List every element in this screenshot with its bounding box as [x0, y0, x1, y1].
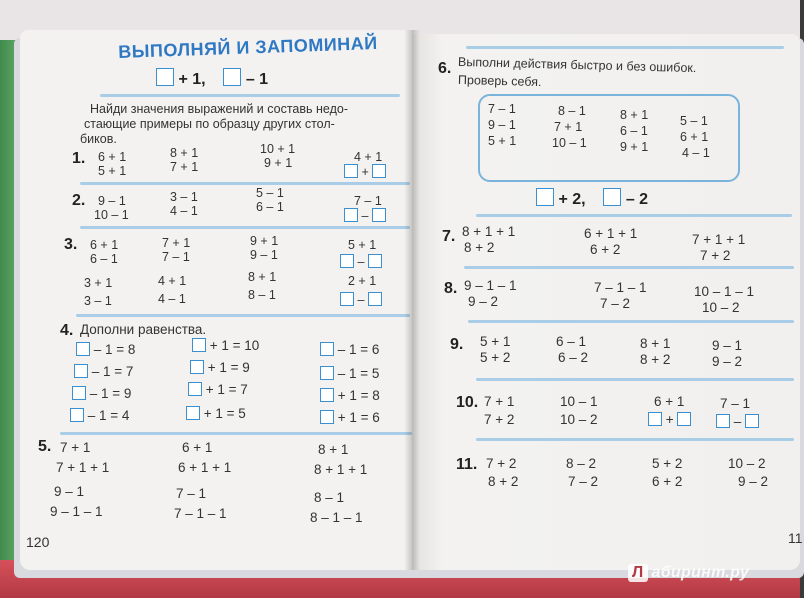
expression: 8 + 1: [248, 270, 277, 284]
expression: 7 + 1: [554, 120, 583, 134]
divider: [76, 314, 410, 317]
divider: [80, 226, 410, 229]
expression: 9 – 1: [54, 484, 85, 499]
expression: 3 – 1: [84, 294, 112, 308]
expression: 4 – 1: [682, 146, 710, 160]
blank-box-icon: [223, 68, 241, 86]
blank-box-icon: [76, 342, 90, 356]
expression: 6 – 1: [556, 334, 587, 349]
expression: 5 + 2: [652, 456, 683, 471]
exercise-number: 7.: [442, 228, 456, 245]
exercise-number: 11.: [456, 456, 478, 473]
expression: 7 – 1: [176, 486, 207, 501]
blank-box-icon: [340, 254, 354, 268]
equation: + 1 = 10: [192, 338, 259, 353]
blank-box-icon: [320, 410, 334, 424]
expression: 7 + 2: [484, 412, 515, 427]
expression: 10 – 1: [552, 136, 587, 150]
expression: 6 – 2: [558, 350, 589, 365]
blank-box-icon: [156, 68, 174, 86]
book-spine: [404, 30, 420, 570]
expression: 7 – 1: [162, 250, 190, 264]
blank-box-icon: [320, 388, 334, 402]
divider: [476, 378, 794, 381]
blank-box-icon: [372, 164, 386, 178]
expression: 5 – 1: [680, 114, 708, 128]
expression: 6 + 1: [680, 130, 709, 144]
blank-box-icon: [320, 342, 334, 356]
expression: 5 – 1: [256, 186, 284, 200]
expression: 8 + 1: [640, 336, 671, 351]
expression: 7 – 1: [354, 194, 382, 208]
expression: 10 + 1: [260, 142, 296, 156]
expression: 6 + 1 + 1: [178, 460, 232, 475]
blank-box-icon: [368, 292, 382, 306]
blank-box-icon: [368, 254, 382, 268]
expression: 8 – 1: [558, 104, 586, 118]
expression: 5 + 1: [98, 164, 127, 178]
equation: – 1 = 7: [74, 364, 133, 379]
instruction-line: биков.: [80, 132, 117, 146]
blank-box-icon: [536, 188, 554, 206]
blank-box-icon: [190, 360, 204, 374]
blank-box-icon: [344, 208, 358, 222]
watermark: [628, 564, 749, 582]
exercise-number: 4.: [60, 322, 74, 339]
expression: 3 – 1: [170, 190, 198, 204]
watermark-badge: Л: [628, 564, 648, 582]
expression: 10 – 1 – 1: [694, 284, 755, 299]
expression: 4 + 1: [158, 274, 187, 288]
expression: 8 + 2: [464, 240, 495, 255]
page-number: 120: [26, 534, 50, 550]
expression: 10 – 1: [94, 208, 129, 222]
divider: [468, 320, 794, 323]
expression: 5 + 1: [480, 334, 511, 349]
exercise-number: 1.: [72, 150, 86, 167]
expression: 4 – 1: [158, 292, 186, 306]
equation: + 1 = 9: [190, 360, 250, 375]
expression: 10 – 1: [560, 394, 598, 409]
section-subtitle: + 1, – 1: [156, 68, 268, 89]
equation: + 1 = 5: [186, 406, 246, 421]
expression: 9 + 1: [264, 156, 293, 170]
expression: 7 + 1: [170, 160, 199, 174]
blank-box-icon: [372, 208, 386, 222]
blank-box-icon: [603, 188, 621, 206]
expression: 6 + 2: [652, 474, 683, 489]
blank-expression: –: [716, 414, 759, 429]
expression: 9 + 1: [620, 140, 649, 154]
exercise-number: 3.: [64, 236, 78, 253]
expression: 8 – 1: [248, 288, 276, 302]
blank-box-icon: [188, 382, 202, 396]
exercise-number: 2.: [72, 192, 86, 209]
blank-box-icon: [344, 164, 358, 178]
expression: 9 – 1 – 1: [50, 504, 103, 519]
instruction-line: Проверь себя.: [457, 72, 542, 90]
expression: 6 + 1: [654, 394, 685, 409]
watermark-text: абиринт.ру: [651, 564, 750, 581]
expression: 8 + 1 + 1: [462, 224, 516, 239]
section-title: ВЫПОЛНЯЙ И ЗАПОМИНАЙ: [118, 32, 378, 62]
expression: 9 – 2: [712, 354, 743, 369]
expression: 7 – 2: [568, 474, 599, 489]
blank-expression: –: [340, 292, 382, 308]
expression: 9 + 1: [250, 234, 279, 248]
expression: 2 + 1: [348, 274, 377, 288]
expression: 8 + 1: [318, 442, 349, 457]
expression: 8 – 2: [566, 456, 597, 471]
blank-box-icon: [186, 406, 200, 420]
blank-expression: +: [344, 164, 386, 180]
equation: – 1 = 8: [76, 342, 135, 357]
expression: 9 – 1: [250, 248, 278, 262]
expression: 9 – 1: [98, 194, 126, 208]
equation: – 1 = 9: [72, 386, 131, 401]
blank-box-icon: [648, 412, 662, 426]
expression: 6 + 1: [98, 150, 127, 164]
expression: 6 + 1: [90, 238, 119, 252]
expression: 6 – 1: [620, 124, 648, 138]
blank-box-icon: [320, 366, 334, 380]
expression: 5 + 2: [480, 350, 511, 365]
equation: + 1 = 7: [188, 382, 248, 397]
divider: [466, 46, 784, 49]
expression: 4 – 1: [170, 204, 198, 218]
expression: 7 + 1 + 1: [56, 460, 110, 475]
expression: 10 – 2: [560, 412, 598, 427]
expression: 6 + 1: [182, 440, 213, 455]
expression: 6 + 1 + 1: [584, 226, 638, 241]
expression: 8 – 1 – 1: [310, 510, 363, 525]
divider: [476, 214, 792, 217]
expression: 6 – 1: [90, 252, 118, 266]
expression: 7 – 2: [600, 296, 631, 311]
expression: 7 + 1: [484, 394, 515, 409]
instruction-line: Выполни действия быстро и без ошибок.: [457, 54, 697, 76]
equation: + 1 = 8: [320, 388, 380, 403]
section-subtitle: + 2, – 2: [536, 188, 648, 209]
expression: 10 – 2: [728, 456, 766, 471]
exercise-number: 9.: [450, 336, 464, 353]
page-number: 11: [788, 530, 803, 546]
exercise-label: Дополни равенства.: [80, 322, 207, 337]
expression: 6 – 1: [256, 200, 284, 214]
divider: [80, 182, 410, 185]
expression: 9 – 1: [712, 338, 743, 353]
blank-expression: +: [648, 412, 691, 427]
expression: 8 + 2: [488, 474, 519, 489]
expression: 7 + 1: [60, 440, 91, 455]
expression: 8 + 1: [620, 108, 649, 122]
exercise-number: 5.: [38, 438, 52, 455]
expression: 8 + 2: [640, 352, 671, 367]
expression: 9 – 2: [468, 294, 499, 309]
blank-expression: –: [340, 254, 382, 270]
expression: 8 + 1 + 1: [314, 462, 368, 477]
equation: + 1 = 6: [320, 410, 380, 425]
blank-box-icon: [74, 364, 88, 378]
right-page: [412, 34, 803, 570]
expression: 9 – 1 – 1: [464, 278, 517, 293]
divider: [100, 94, 400, 97]
expression: 8 + 1: [170, 146, 199, 160]
expression: 10 – 2: [702, 300, 740, 315]
expression: 9 – 1: [488, 118, 516, 132]
instruction-line: стающие примеры по образцу других стол-: [84, 117, 335, 131]
divider: [464, 266, 794, 269]
blank-box-icon: [72, 386, 86, 400]
expression: 9 – 2: [738, 474, 769, 489]
expression: 3 + 1: [84, 276, 113, 290]
blank-expression: –: [344, 208, 386, 224]
equation: – 1 = 4: [70, 408, 129, 423]
blank-box-icon: [745, 414, 759, 428]
expression: 8 – 1: [314, 490, 345, 505]
blank-box-icon: [70, 408, 84, 422]
blank-box-icon: [716, 414, 730, 428]
expression: 5 + 1: [348, 238, 377, 252]
expression: 7 + 2: [486, 456, 517, 471]
exercise-number: 6.: [438, 60, 452, 77]
expression: 4 + 1: [354, 150, 383, 164]
blank-box-icon: [192, 338, 206, 352]
expression: 7 – 1 – 1: [174, 506, 227, 521]
left-page: [20, 30, 412, 570]
expression: 7 + 2: [700, 248, 731, 263]
expression: 5 + 1: [488, 134, 517, 148]
expression: 7 + 1: [162, 236, 191, 250]
exercise-number: 10.: [456, 394, 479, 411]
expression: 7 – 1: [720, 396, 751, 411]
exercise-number: 8.: [444, 280, 458, 297]
equation: – 1 = 5: [320, 366, 379, 381]
blank-box-icon: [677, 412, 691, 426]
divider: [60, 432, 412, 435]
blank-box-icon: [340, 292, 354, 306]
expression: 7 – 1 – 1: [594, 280, 647, 295]
expression: 7 + 1 + 1: [692, 232, 746, 247]
expression: 7 – 1: [488, 102, 516, 116]
instruction-line: Найди значения выражений и составь недо-: [90, 102, 348, 116]
equation: – 1 = 6: [320, 342, 379, 357]
divider: [476, 438, 794, 441]
expression: 6 + 2: [590, 242, 621, 257]
